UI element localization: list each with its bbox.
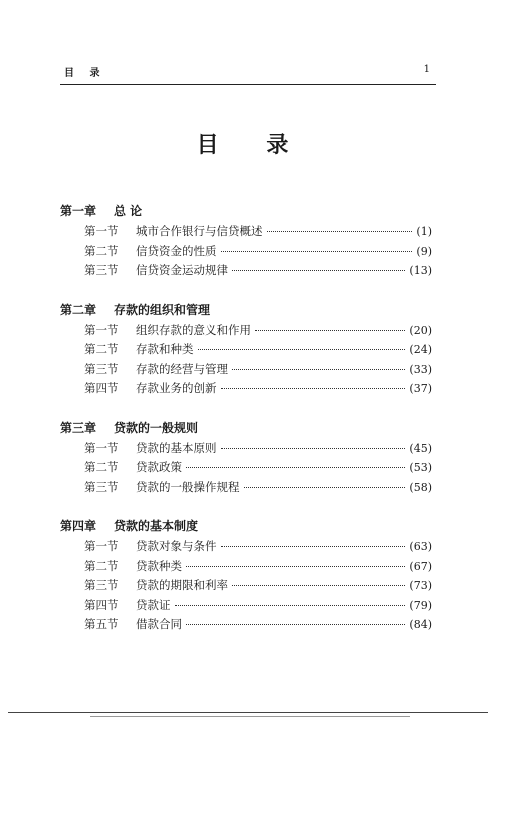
toc-entry[interactable] [60,576,432,596]
chapter-heading[interactable] [60,299,432,321]
section-title: 城市合作银行与信贷概述 [136,224,263,238]
chapter-heading[interactable] [60,515,432,537]
dot-leader [244,487,406,488]
chapter-block [60,417,432,498]
section-page-number: (58) [409,480,432,494]
section-label: 第一节 [84,224,119,238]
dot-leader [221,251,413,252]
section-title: 贷款的一般操作规程 [136,479,240,494]
section-title: 贷款政策 [136,460,182,474]
dot-leader [221,546,406,547]
dot-leader [198,349,406,350]
toc-entry[interactable] [60,439,432,459]
section-label: 第一节 [84,322,119,337]
page-number: 1 [423,64,430,75]
chapter-label: 第一章 [60,204,97,218]
table-of-contents [60,200,432,653]
toc-entry[interactable] [60,261,432,281]
section-title: 贷款的基本原则 [136,440,217,455]
section-label: 第三节 [84,263,119,277]
section-label: 第二节 [84,243,119,258]
toc-entry[interactable] [60,340,432,360]
chapter-heading[interactable] [60,200,432,222]
section-title: 贷款证 [136,597,171,612]
section-label: 第二节 [84,342,119,356]
dot-leader [232,369,405,370]
section-page-number: (1) [416,225,432,238]
section-label: 第三节 [84,361,119,376]
chapter-heading[interactable] [60,417,432,439]
chapter-title: 总 论 [114,204,143,218]
dot-leader [175,605,406,606]
section-label: 第三节 [84,578,119,592]
dot-leader [255,330,405,331]
dot-leader [186,467,405,468]
chapter-block [60,299,432,399]
page-title: 目 录 [196,133,309,158]
chapter-block [60,200,432,281]
section-page-number: (45) [409,441,432,455]
dot-leader [232,270,405,271]
dot-leader [232,585,405,586]
section-page-number: (63) [409,540,432,553]
toc-entry[interactable] [60,537,432,557]
section-label: 第一节 [84,539,119,553]
toc-entry[interactable] [60,596,432,616]
chapter-title: 贷款的基本制度 [114,519,199,533]
section-label: 第四节 [84,381,119,395]
section-page-number: (37) [409,382,432,395]
toc-entry[interactable] [60,242,432,262]
section-page-number: (33) [409,362,432,376]
section-label: 第五节 [84,617,119,631]
section-page-number: (67) [409,559,432,573]
section-page-number: (24) [409,343,432,356]
running-head [64,64,434,84]
section-label: 第一节 [84,440,119,455]
section-label: 第四节 [84,597,119,612]
section-title: 存款业务的创新 [136,381,217,395]
section-page-number: (79) [409,598,432,612]
section-title: 存款的经营与管理 [136,361,228,376]
bottom-rule [8,712,488,713]
section-title: 贷款对象与条件 [136,539,217,553]
chapter-block [60,515,432,635]
toc-entry[interactable] [60,379,432,399]
section-page-number: (13) [409,264,432,277]
toc-entry[interactable] [60,321,432,341]
chapter-label: 第四章 [60,519,97,533]
dot-leader [186,624,405,625]
section-page-number: (84) [409,618,432,631]
chapter-label: 第三章 [60,420,97,435]
bottom-rule-secondary [90,716,410,717]
dot-leader [186,566,405,567]
toc-entry[interactable] [60,478,432,498]
toc-entry[interactable] [60,360,432,380]
section-label: 第二节 [84,460,119,474]
dot-leader [221,388,406,389]
dot-leader [221,448,406,449]
chapter-title: 存款的组织和管理 [114,302,211,317]
chapter-title: 贷款的一般规则 [114,420,199,435]
section-title: 贷款种类 [136,558,182,573]
section-label: 第三节 [84,479,119,494]
header-rule [60,84,436,85]
section-title: 贷款的期限和利率 [136,578,228,592]
section-page-number: (73) [409,579,432,592]
section-title: 借款合同 [136,617,182,631]
section-page-number: (53) [409,461,432,474]
toc-entry[interactable] [60,615,432,635]
section-title: 组织存款的意义和作用 [136,322,251,337]
section-title: 存款和种类 [136,342,194,356]
dot-leader [267,231,413,232]
section-title: 信贷资金运动规律 [136,263,228,277]
section-page-number: (9) [416,244,432,258]
toc-entry[interactable] [60,557,432,577]
section-title: 信贷资金的性质 [136,243,217,258]
toc-entry[interactable] [60,458,432,478]
section-label: 第二节 [84,558,119,573]
chapter-label: 第二章 [60,302,97,317]
toc-entry[interactable] [60,222,432,242]
running-title: 目 录 [64,68,106,79]
section-page-number: (20) [409,323,432,337]
